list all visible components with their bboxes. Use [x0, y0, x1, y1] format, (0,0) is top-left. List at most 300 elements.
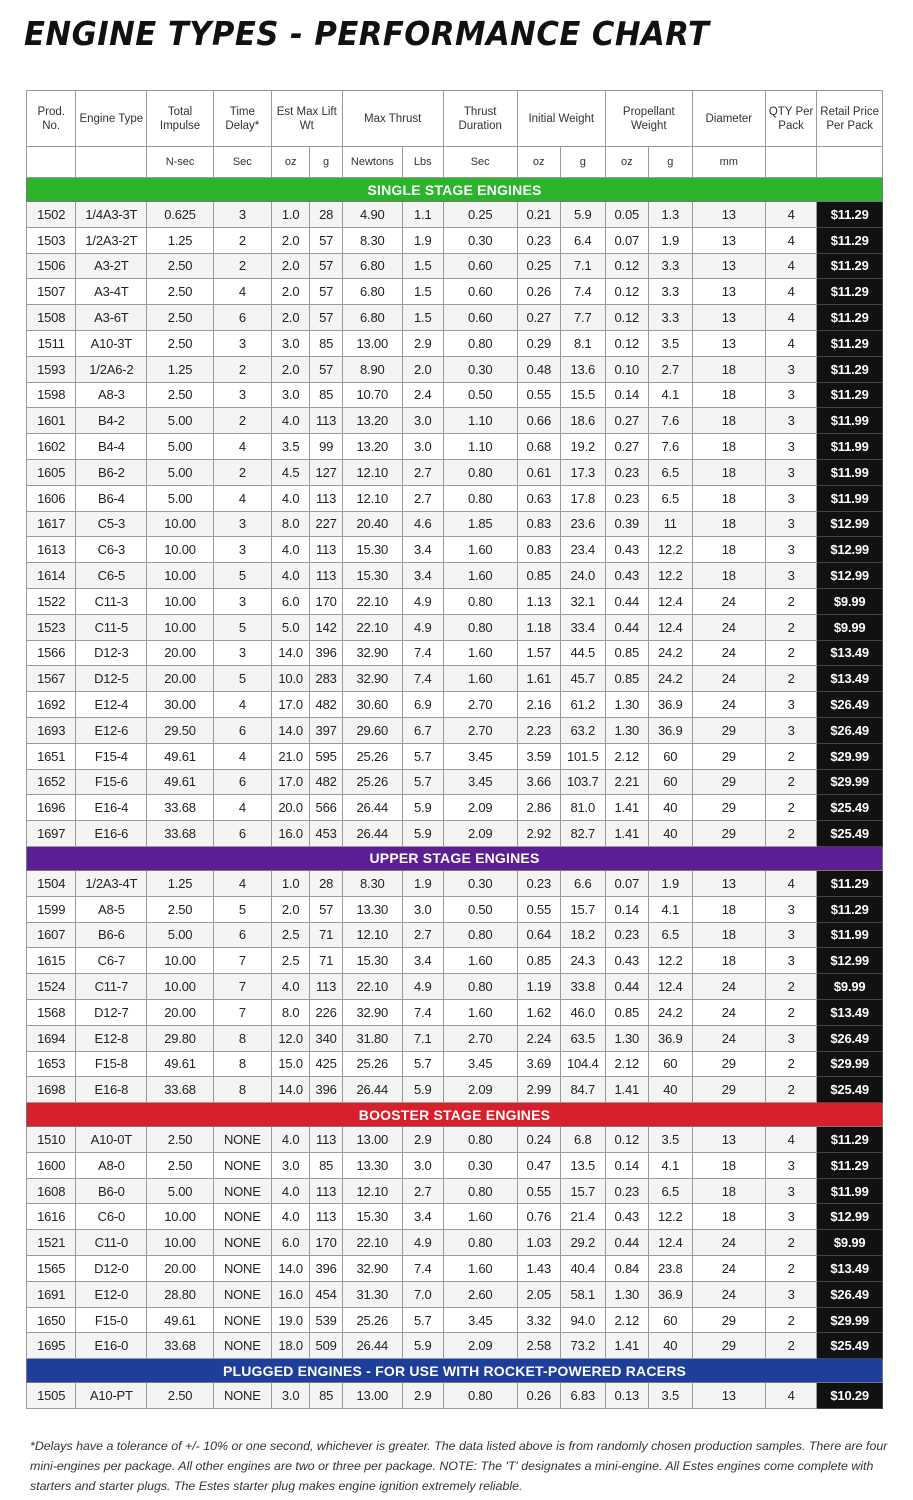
table-cell: 17.0	[271, 769, 310, 795]
table-cell: 2.7	[402, 485, 443, 511]
table-cell: 1.25	[147, 870, 214, 896]
table-cell: 17.3	[560, 459, 605, 485]
table-cell: 3	[765, 511, 817, 537]
table-cell: 2	[765, 1051, 817, 1077]
table-cell: 25.26	[342, 1307, 402, 1333]
table-cell: 1616	[27, 1204, 76, 1230]
table-cell: 3	[213, 330, 271, 356]
price-cell: $12.99	[817, 948, 883, 974]
table-cell: 24	[692, 999, 765, 1025]
table-cell: 1605	[27, 459, 76, 485]
table-cell: 4	[213, 485, 271, 511]
price-cell: $9.99	[817, 588, 883, 614]
table-cell: 0.63	[517, 485, 560, 511]
table-cell: 2.12	[605, 743, 648, 769]
table-cell: 29.2	[560, 1230, 605, 1256]
table-cell: 23.4	[560, 537, 605, 563]
table-cell: 29	[692, 717, 765, 743]
table-cell: 1693	[27, 717, 76, 743]
price-cell: $11.29	[817, 382, 883, 408]
table-cell: 1.30	[605, 1281, 648, 1307]
table-cell: 7	[213, 999, 271, 1025]
table-row	[27, 1307, 883, 1333]
table-cell: 49.61	[147, 769, 214, 795]
table-cell: 13.00	[342, 1127, 402, 1153]
table-cell: 1/2A6-2	[76, 356, 147, 382]
table-cell: 0.44	[605, 1230, 648, 1256]
table-cell: 3.66	[517, 769, 560, 795]
table-cell: 0.625	[147, 202, 214, 228]
unit-cell	[76, 147, 147, 178]
price-cell: $12.99	[817, 511, 883, 537]
section-title: PLUGGED ENGINES - FOR USE WITH ROCKET-POWERED RACERS	[27, 1359, 883, 1383]
table-cell: 4.90	[342, 202, 402, 228]
table-cell: 1521	[27, 1230, 76, 1256]
table-cell: 36.9	[648, 692, 692, 718]
table-row	[27, 305, 883, 331]
table-cell: D12-3	[76, 640, 147, 666]
table-cell: 10.00	[147, 1230, 214, 1256]
table-cell: 13.20	[342, 408, 402, 434]
table-cell: 15.5	[560, 382, 605, 408]
table-cell: 16.0	[271, 1281, 310, 1307]
table-cell: 3.5	[648, 1383, 692, 1409]
table-cell: 2.5	[271, 922, 310, 948]
table-cell: 1650	[27, 1307, 76, 1333]
table-cell: 2.05	[517, 1281, 560, 1307]
table-cell: 13	[692, 330, 765, 356]
table-cell: 1696	[27, 795, 76, 821]
table-cell: 2	[765, 974, 817, 1000]
table-cell: 0.23	[605, 485, 648, 511]
table-cell: 20.00	[147, 999, 214, 1025]
table-cell: 0.68	[517, 434, 560, 460]
table-cell: D12-7	[76, 999, 147, 1025]
price-cell: $26.49	[817, 717, 883, 743]
table-cell: 24	[692, 588, 765, 614]
table-cell: A3-6T	[76, 305, 147, 331]
table-cell: 7.4	[402, 1256, 443, 1282]
table-cell: 3	[765, 1204, 817, 1230]
table-cell: 595	[310, 743, 342, 769]
table-cell: 12.2	[648, 1204, 692, 1230]
table-cell: 5.0	[271, 614, 310, 640]
table-cell: 1.41	[605, 1333, 648, 1359]
table-cell: 1.9	[402, 870, 443, 896]
table-cell: 0.30	[443, 870, 517, 896]
table-cell: 12.2	[648, 537, 692, 563]
table-cell: C6-3	[76, 537, 147, 563]
table-cell: 1613	[27, 537, 76, 563]
table-cell: 539	[310, 1307, 342, 1333]
table-cell: 1.5	[402, 253, 443, 279]
table-cell: 30.00	[147, 692, 214, 718]
table-cell: 0.44	[605, 974, 648, 1000]
table-cell: 4	[765, 253, 817, 279]
table-cell: 6	[213, 769, 271, 795]
price-cell: $11.29	[817, 305, 883, 331]
table-cell: 29	[692, 1333, 765, 1359]
header-row	[27, 91, 883, 147]
table-cell: 7.4	[402, 640, 443, 666]
table-cell: B6-6	[76, 922, 147, 948]
table-cell: A8-3	[76, 382, 147, 408]
page-title: ENGINE TYPES - PERFORMANCE CHART	[24, 14, 710, 53]
table-cell: 0.30	[443, 356, 517, 382]
table-cell: 10.00	[147, 537, 214, 563]
table-cell: 11	[648, 511, 692, 537]
table-cell: A10-3T	[76, 330, 147, 356]
table-cell: 1.60	[443, 948, 517, 974]
table-cell: 1692	[27, 692, 76, 718]
table-cell: 1.62	[517, 999, 560, 1025]
table-cell: 0.21	[517, 202, 560, 228]
col-price: Retail Price Per Pack	[817, 91, 883, 147]
table-cell: B6-0	[76, 1178, 147, 1204]
price-cell: $11.29	[817, 1127, 883, 1153]
table-cell: 3	[765, 896, 817, 922]
table-cell: 2.7	[402, 922, 443, 948]
table-cell: 113	[310, 485, 342, 511]
table-cell: 6.8	[560, 1127, 605, 1153]
table-row	[27, 870, 883, 896]
table-cell: 24	[692, 640, 765, 666]
table-cell: E16-4	[76, 795, 147, 821]
table-cell: 1698	[27, 1077, 76, 1103]
table-cell: 2	[765, 1256, 817, 1282]
table-cell: 1.5	[402, 279, 443, 305]
table-cell: 5	[213, 563, 271, 589]
price-cell: $11.99	[817, 1178, 883, 1204]
table-cell: 2.99	[517, 1077, 560, 1103]
units-row	[27, 147, 883, 178]
table-cell: 6.0	[271, 588, 310, 614]
table-cell: 1522	[27, 588, 76, 614]
price-cell: $12.99	[817, 1204, 883, 1230]
table-cell: 2.09	[443, 1077, 517, 1103]
table-cell: 6.5	[648, 1178, 692, 1204]
table-cell: 60	[648, 1307, 692, 1333]
table-cell: 26.44	[342, 1077, 402, 1103]
price-cell: $9.99	[817, 974, 883, 1000]
table-cell: 12.0	[271, 1025, 310, 1051]
table-cell: 8	[213, 1077, 271, 1103]
table-cell: D12-0	[76, 1256, 147, 1282]
table-cell: 18	[692, 434, 765, 460]
table-cell: 2.60	[443, 1281, 517, 1307]
price-cell: $11.29	[817, 356, 883, 382]
table-cell: 6.80	[342, 305, 402, 331]
table-cell: 99	[310, 434, 342, 460]
table-row	[27, 279, 883, 305]
table-cell: 57	[310, 896, 342, 922]
table-cell: 10.00	[147, 588, 214, 614]
table-cell: 5	[213, 896, 271, 922]
table-cell: 8.0	[271, 511, 310, 537]
table-cell: 33.68	[147, 795, 214, 821]
table-cell: 3	[765, 1025, 817, 1051]
table-cell: 0.80	[443, 1383, 517, 1409]
table-cell: NONE	[213, 1281, 271, 1307]
table-row	[27, 356, 883, 382]
table-cell: 18	[692, 356, 765, 382]
table-cell: 1503	[27, 227, 76, 253]
table-cell: 4.0	[271, 537, 310, 563]
table-cell: 3	[213, 382, 271, 408]
table-cell: F15-8	[76, 1051, 147, 1077]
table-cell: 15.30	[342, 1204, 402, 1230]
table-cell: 7.1	[560, 253, 605, 279]
table-cell: A10-0T	[76, 1127, 147, 1153]
table-cell: 3	[765, 1152, 817, 1178]
table-row	[27, 1025, 883, 1051]
unit-cell: Sec	[213, 147, 271, 178]
table-cell: 0.10	[605, 356, 648, 382]
table-cell: 227	[310, 511, 342, 537]
table-cell: 13	[692, 1383, 765, 1409]
table-cell: 7.4	[402, 999, 443, 1025]
table-cell: 13.00	[342, 1383, 402, 1409]
table-cell: E16-0	[76, 1333, 147, 1359]
col-engine-type: Engine Type	[76, 91, 147, 147]
table-cell: 0.55	[517, 1178, 560, 1204]
table-cell: 0.60	[443, 253, 517, 279]
table-cell: 71	[310, 922, 342, 948]
table-cell: E12-4	[76, 692, 147, 718]
price-cell: $11.99	[817, 459, 883, 485]
table-cell: 0.27	[605, 408, 648, 434]
table-cell: 6	[213, 821, 271, 847]
table-cell: NONE	[213, 1256, 271, 1282]
table-cell: 0.85	[517, 563, 560, 589]
table-cell: 40	[648, 1333, 692, 1359]
table-row	[27, 795, 883, 821]
table-cell: 2.0	[271, 253, 310, 279]
table-cell: 21.0	[271, 743, 310, 769]
table-cell: 113	[310, 537, 342, 563]
table-cell: 24.0	[560, 563, 605, 589]
table-cell: 24.2	[648, 999, 692, 1025]
table-cell: C6-5	[76, 563, 147, 589]
table-cell: 0.23	[605, 922, 648, 948]
table-cell: 24	[692, 666, 765, 692]
table-cell: C11-7	[76, 974, 147, 1000]
table-cell: 1.0	[271, 202, 310, 228]
table-cell: 13	[692, 870, 765, 896]
table-cell: 26.44	[342, 821, 402, 847]
table-cell: 32.1	[560, 588, 605, 614]
table-row	[27, 382, 883, 408]
table-cell: 2.7	[402, 1178, 443, 1204]
table-row	[27, 743, 883, 769]
table-cell: 17.8	[560, 485, 605, 511]
table-cell: 36.9	[648, 1281, 692, 1307]
table-cell: 0.60	[443, 279, 517, 305]
table-cell: 2.7	[402, 459, 443, 485]
table-cell: 1/2A3-2T	[76, 227, 147, 253]
table-cell: 0.44	[605, 588, 648, 614]
table-cell: E12-8	[76, 1025, 147, 1051]
table-cell: 2.70	[443, 1025, 517, 1051]
table-cell: 3.4	[402, 563, 443, 589]
table-cell: 1523	[27, 614, 76, 640]
table-cell: 8	[213, 1025, 271, 1051]
table-cell: F15-6	[76, 769, 147, 795]
table-cell: 22.10	[342, 614, 402, 640]
unit-cell: g	[648, 147, 692, 178]
table-cell: 1608	[27, 1178, 76, 1204]
table-cell: 18	[692, 459, 765, 485]
table-cell: 2.5	[271, 948, 310, 974]
table-cell: 1593	[27, 356, 76, 382]
table-cell: 15.7	[560, 1178, 605, 1204]
table-cell: 0.43	[605, 1204, 648, 1230]
table-cell: 1599	[27, 896, 76, 922]
table-cell: 0.26	[517, 1383, 560, 1409]
table-cell: E12-6	[76, 717, 147, 743]
table-cell: 1.9	[402, 227, 443, 253]
table-cell: 1697	[27, 821, 76, 847]
table-cell: 0.23	[517, 227, 560, 253]
unit-cell: g	[560, 147, 605, 178]
table-cell: 49.61	[147, 743, 214, 769]
table-cell: 2.92	[517, 821, 560, 847]
col-total-impulse: Total Impulse	[147, 91, 214, 147]
table-cell: 40	[648, 795, 692, 821]
table-cell: 0.85	[517, 948, 560, 974]
table-cell: C5-3	[76, 511, 147, 537]
table-cell: E16-8	[76, 1077, 147, 1103]
price-cell: $25.49	[817, 795, 883, 821]
table-cell: 6.5	[648, 922, 692, 948]
unit-cell: Sec	[443, 147, 517, 178]
table-cell: B4-2	[76, 408, 147, 434]
table-cell: C6-0	[76, 1204, 147, 1230]
price-cell: $26.49	[817, 692, 883, 718]
price-cell: $9.99	[817, 1230, 883, 1256]
table-cell: 2.12	[605, 1051, 648, 1077]
table-cell: 8.1	[560, 330, 605, 356]
table-cell: 45.7	[560, 666, 605, 692]
table-cell: 1.19	[517, 974, 560, 1000]
table-cell: 26.44	[342, 1333, 402, 1359]
table-cell: 4	[765, 1127, 817, 1153]
table-cell: 1.60	[443, 666, 517, 692]
table-cell: 32.90	[342, 1256, 402, 1282]
table-cell: 12.10	[342, 459, 402, 485]
table-cell: 0.84	[605, 1256, 648, 1282]
table-cell: NONE	[213, 1230, 271, 1256]
table-cell: 2	[213, 253, 271, 279]
table-cell: 12.4	[648, 588, 692, 614]
table-cell: 2	[765, 769, 817, 795]
table-cell: 12.10	[342, 922, 402, 948]
section-header-row	[27, 178, 883, 202]
table-cell: 24	[692, 1230, 765, 1256]
unit-cell	[817, 147, 883, 178]
table-cell: 2.58	[517, 1333, 560, 1359]
table-cell: 453	[310, 821, 342, 847]
table-cell: 22.10	[342, 1230, 402, 1256]
table-cell: 17.0	[271, 692, 310, 718]
table-cell: 2.9	[402, 330, 443, 356]
table-cell: 6	[213, 922, 271, 948]
price-cell: $12.99	[817, 537, 883, 563]
table-cell: 2.0	[271, 227, 310, 253]
table-cell: 24	[692, 1025, 765, 1051]
table-cell: 2.09	[443, 821, 517, 847]
table-cell: 1.25	[147, 227, 214, 253]
table-cell: 3.69	[517, 1051, 560, 1077]
table-cell: 1614	[27, 563, 76, 589]
table-cell: 12.2	[648, 948, 692, 974]
table-cell: 482	[310, 769, 342, 795]
table-cell: 7.4	[560, 279, 605, 305]
table-cell: 3	[765, 563, 817, 589]
table-cell: 0.12	[605, 305, 648, 331]
price-cell: $13.49	[817, 640, 883, 666]
table-cell: 3	[765, 382, 817, 408]
table-cell: 113	[310, 974, 342, 1000]
section-title: BOOSTER STAGE ENGINES	[27, 1103, 883, 1127]
table-cell: 3.5	[648, 330, 692, 356]
unit-cell	[27, 147, 76, 178]
table-cell: 28	[310, 202, 342, 228]
table-cell: 15.7	[560, 896, 605, 922]
table-cell: 0.27	[605, 434, 648, 460]
table-cell: 1505	[27, 1383, 76, 1409]
table-row	[27, 922, 883, 948]
table-cell: 6.5	[648, 485, 692, 511]
table-cell: 25.26	[342, 743, 402, 769]
table-cell: 0.27	[517, 305, 560, 331]
table-cell: 4	[213, 692, 271, 718]
table-cell: 4	[213, 434, 271, 460]
table-cell: 10.00	[147, 614, 214, 640]
table-cell: 1.10	[443, 408, 517, 434]
table-cell: 0.26	[517, 279, 560, 305]
table-cell: 85	[310, 330, 342, 356]
table-cell: 4.9	[402, 614, 443, 640]
table-cell: 3	[765, 537, 817, 563]
table-cell: 24.2	[648, 666, 692, 692]
table-cell: 0.30	[443, 227, 517, 253]
table-cell: 0.13	[605, 1383, 648, 1409]
table-cell: 1511	[27, 330, 76, 356]
table-cell: 5.9	[402, 795, 443, 821]
col-time-delay: Time Delay*	[213, 91, 271, 147]
table-cell: 0.85	[605, 999, 648, 1025]
table-cell: 3.3	[648, 253, 692, 279]
table-cell: 3	[765, 692, 817, 718]
table-cell: 1508	[27, 305, 76, 331]
table-cell: 2	[213, 356, 271, 382]
table-cell: 36.9	[648, 717, 692, 743]
table-row	[27, 588, 883, 614]
col-lift-wt: Est Max Lift Wt	[271, 91, 342, 147]
price-cell: $11.29	[817, 279, 883, 305]
table-cell: 3	[213, 202, 271, 228]
table-cell: 1695	[27, 1333, 76, 1359]
table-cell: 29	[692, 821, 765, 847]
table-cell: A8-0	[76, 1152, 147, 1178]
table-cell: 6.4	[560, 227, 605, 253]
section-header-row	[27, 1359, 883, 1383]
table-cell: 7.0	[402, 1281, 443, 1307]
price-cell: $29.99	[817, 743, 883, 769]
table-cell: 16.0	[271, 821, 310, 847]
table-cell: 0.12	[605, 279, 648, 305]
